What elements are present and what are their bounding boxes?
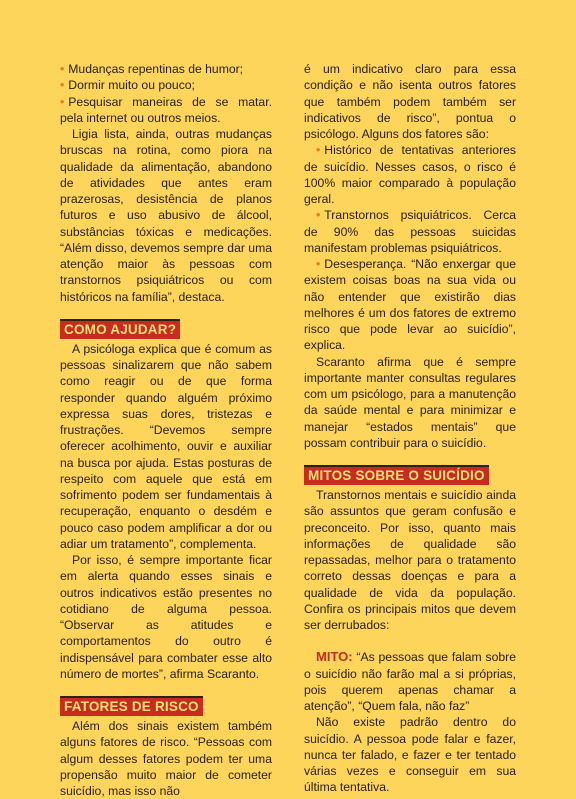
mito-paragraph	[304, 649, 516, 714]
paragraph: Não existe padrão dentro do suicídio. A pessoa pode falar e fazer, nunca ter falado, e fazer e ter tentado várias vezes e conseguir em sua última tentativa.	[304, 715, 516, 795]
paragraph: é um indicativo claro para essa condição e não isenta outros fatores que também podem também ser indicativos de risco”, pontua o psicólogo. Alguns dos fatores são:	[304, 62, 516, 141]
section-heading-wrap	[304, 465, 516, 485]
bullet-text: Histórico de tentativas anteriores de suicídio. Nesses casos, o risco é 100% maior comparado à população geral.	[304, 143, 516, 206]
paragraph: Por isso, é sempre importante ficar em alerta quando esses sinais e outros indicativos estão presentes no cotidiano de alguma pessoa. “Observar as atitudes e comportamentos do outro é indispensável para combater esse alto número de mortes”, afirma Scaranto.	[60, 553, 272, 681]
mito-text: “As pessoas que falam sobre o suicídio não farão mal a si próprias, pois querem apenas chamar a atenção”, “Quem fala, não faz”	[304, 650, 517, 713]
bullet-item	[304, 142, 516, 207]
paragraph: Além dos sinais existem também alguns fatores de risco. “Pessoas com algum desses fatores podem ter uma propensão muito maior de cometer suicídio, mas isso não	[60, 719, 272, 798]
paragraph: Scaranto afirma que é sempre importante manter consultas regulares com um psicólogo, para a manutenção da saúde mental e para minimizar e manejar “estados mentais” que possam contribuir para o suicídio.	[304, 354, 516, 450]
bullet-text: Pesquisar maneiras de se matar. pela internet ou outros meios.	[60, 94, 272, 125]
left-column	[60, 61, 272, 799]
bullet-icon: •	[60, 78, 65, 93]
bullet-text: Desesperança. “Não enxergar que existem coisas boas na sua vida ou não entender que existirão dias melhores é um dos fatores de extremo risco que pode levar ao suicídio”, explica.	[304, 257, 516, 353]
bullet-icon: •	[316, 208, 321, 223]
paragraph: A psicóloga explica que é comum as pessoas sinalizarem que não sabem como reagir ou de que forma responder quando alguém próximo expressa suas dores, tristezas e frustrações. “Devemos sempre oferecer acolhimento, ouvir e auxiliar na busca por ajuda. Estas posturas de respeito com aquele que está em sofrimento podem ser fundamentais à recuperação, enquanto o desdém e pouco caso podem amplificar a dor ou adiar um tratamento”, complementa.	[60, 341, 272, 551]
section-heading-mitos: MITOS SOBRE O SUICÍDIO	[304, 465, 489, 485]
section-heading-como-ajudar: COMO AJUDAR?	[60, 319, 180, 339]
bullet-item	[60, 94, 272, 127]
right-column	[304, 61, 516, 796]
bullet-text: Mudanças repentinas de humor;	[68, 62, 244, 76]
mito-label: MITO:	[316, 649, 353, 665]
bullet-icon: •	[316, 257, 321, 271]
bullet-icon: •	[60, 94, 65, 109]
bullet-icon: •	[60, 62, 65, 76]
paragraph: Ligia lista, ainda, outras mudanças bruscas na rotina, como piora na qualidade da alimentação, abandono de atividades que antes eram prazerosas, desistência de planos futuros e uso abusivo de álcool, substâncias tóxicas e medicações. “Além disso, devemos sempre dar uma atenção maior às pessoas com transtornos psiquiátricos ou com históricos na família”, destaca.	[60, 127, 273, 304]
bullet-item	[60, 77, 272, 93]
section-heading-fatores-de-risco: FATORES DE RISCO	[60, 696, 203, 716]
section-heading-wrap	[60, 696, 272, 716]
bullet-item	[304, 256, 516, 354]
bullet-text: Dormir muito ou pouco;	[68, 78, 195, 93]
bullet-text: Transtornos psiquiátricos. Cerca de 90% das pessoas suicidas manifestam problemas psiquiátricos.	[304, 208, 516, 255]
bullet-item	[60, 61, 272, 77]
bullet-icon: •	[316, 143, 321, 158]
section-heading-wrap	[60, 319, 272, 339]
paragraph: Transtornos mentais e suicídio ainda são assuntos que geram confusão e preconceito. Por isso, quanto mais informações de qualidade são repassadas, melhor para o tratamento correto dessas doenças e para a qualidade de vida da população. Confira os principais mitos que devem ser derrubados:	[304, 488, 516, 632]
spacer	[304, 633, 516, 649]
bullet-item	[304, 207, 516, 256]
